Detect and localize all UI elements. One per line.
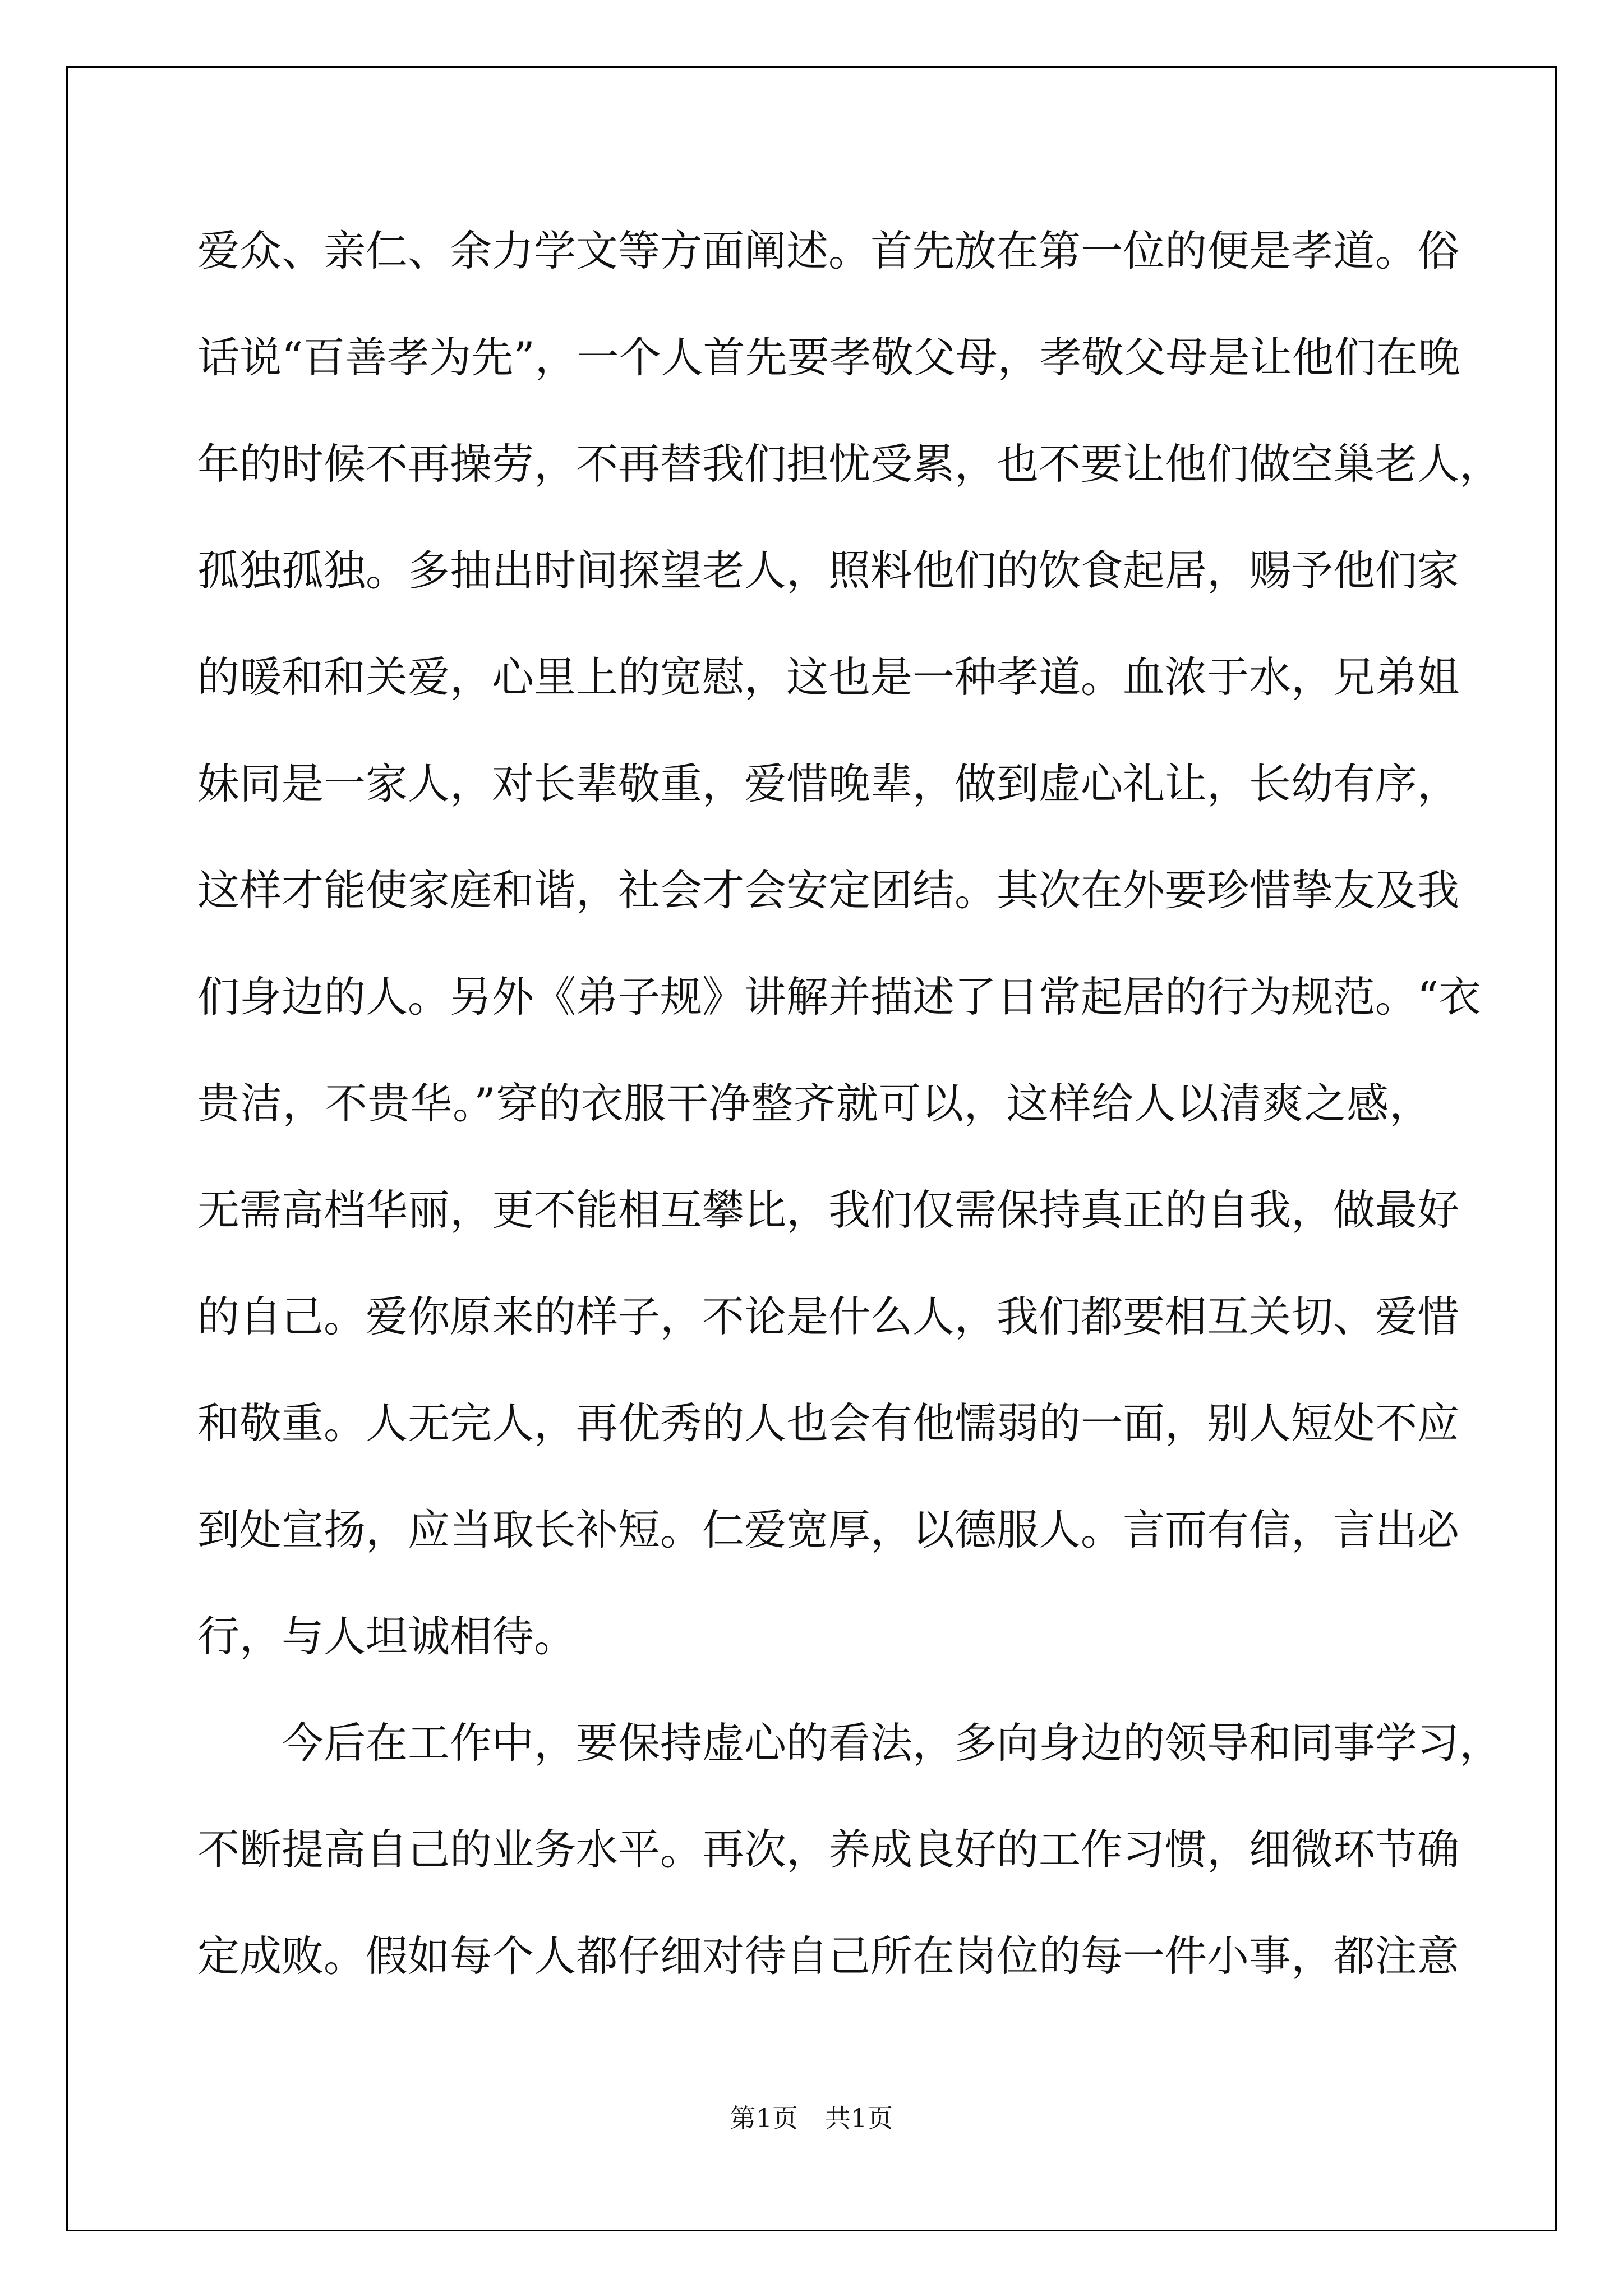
- document-body: [197, 197, 1502, 2009]
- text-line: 的自己。爱你原来的样子，不论是什么人，我们都要相互关切、爱惜: [197, 1292, 1460, 1341]
- text-line-paragraph-start: 今后在工作中，要保持虚心的看法，多向身边的领导和同事学习，: [282, 1718, 1502, 1768]
- text-line: 这样才能使家庭和谐，社会才会安定团结。其次在外要珍惜挚友及我: [197, 866, 1460, 915]
- text-line: 和敬重。人无完人，再优秀的人也会有他懦弱的一面，别人短处不应: [197, 1398, 1460, 1448]
- text-line: 们身边的人。另外《弟子规》讲解并描述了日常起居的行为规范。“衣: [197, 972, 1481, 1022]
- text-line-paragraph-end: 行，与人坦诚相待。: [197, 1612, 577, 1661]
- text-line: 定成败。假如每个人都仔细对待自己所在岗位的每一件小事，都注意: [197, 1931, 1460, 1981]
- page-number: 第1页: [730, 2103, 798, 2133]
- text-line: 无需高档华丽，更不能相互攀比，我们仅需保持真正的自我，做最好: [197, 1185, 1460, 1235]
- text-line: 的暖和和关爱，心里上的宽慰，这也是一种孝道。血浓于水，兄弟姐: [197, 652, 1460, 702]
- text-line: 妹同是一家人，对长辈敬重，爱惜晚辈，做到虚心礼让，长幼有序，: [197, 759, 1460, 808]
- text-line: 不断提高自己的业务水平。再次，养成良好的工作习惯，细微环节确: [197, 1825, 1460, 1874]
- text-line: 孤独孤独。多抽出时间探望老人，照料他们的饮食起居，赐予他们家: [197, 546, 1460, 595]
- text-line: 爱众、亲仁、余力学文等方面阐述。首先放在第一位的便是孝道。俗: [197, 226, 1460, 275]
- text-line: 到处宣扬，应当取长补短。仁爱宽厚，以德服人。言而有信，言出必: [197, 1505, 1460, 1554]
- text-line: 话说“百善孝为先”，一个人首先要孝敬父母，孝敬父母是让他们在晚: [197, 333, 1460, 382]
- text-line: 贵洁，不贵华。”穿的衣服干净整齐就可以，这样给人以清爽之感，: [197, 1079, 1431, 1128]
- page-footer: [0, 2098, 1623, 2135]
- text-line: 年的时候不再操劳，不再替我们担忧受累，也不要让他们做空巢老人，: [197, 439, 1502, 489]
- page-total: 共1页: [825, 2103, 893, 2133]
